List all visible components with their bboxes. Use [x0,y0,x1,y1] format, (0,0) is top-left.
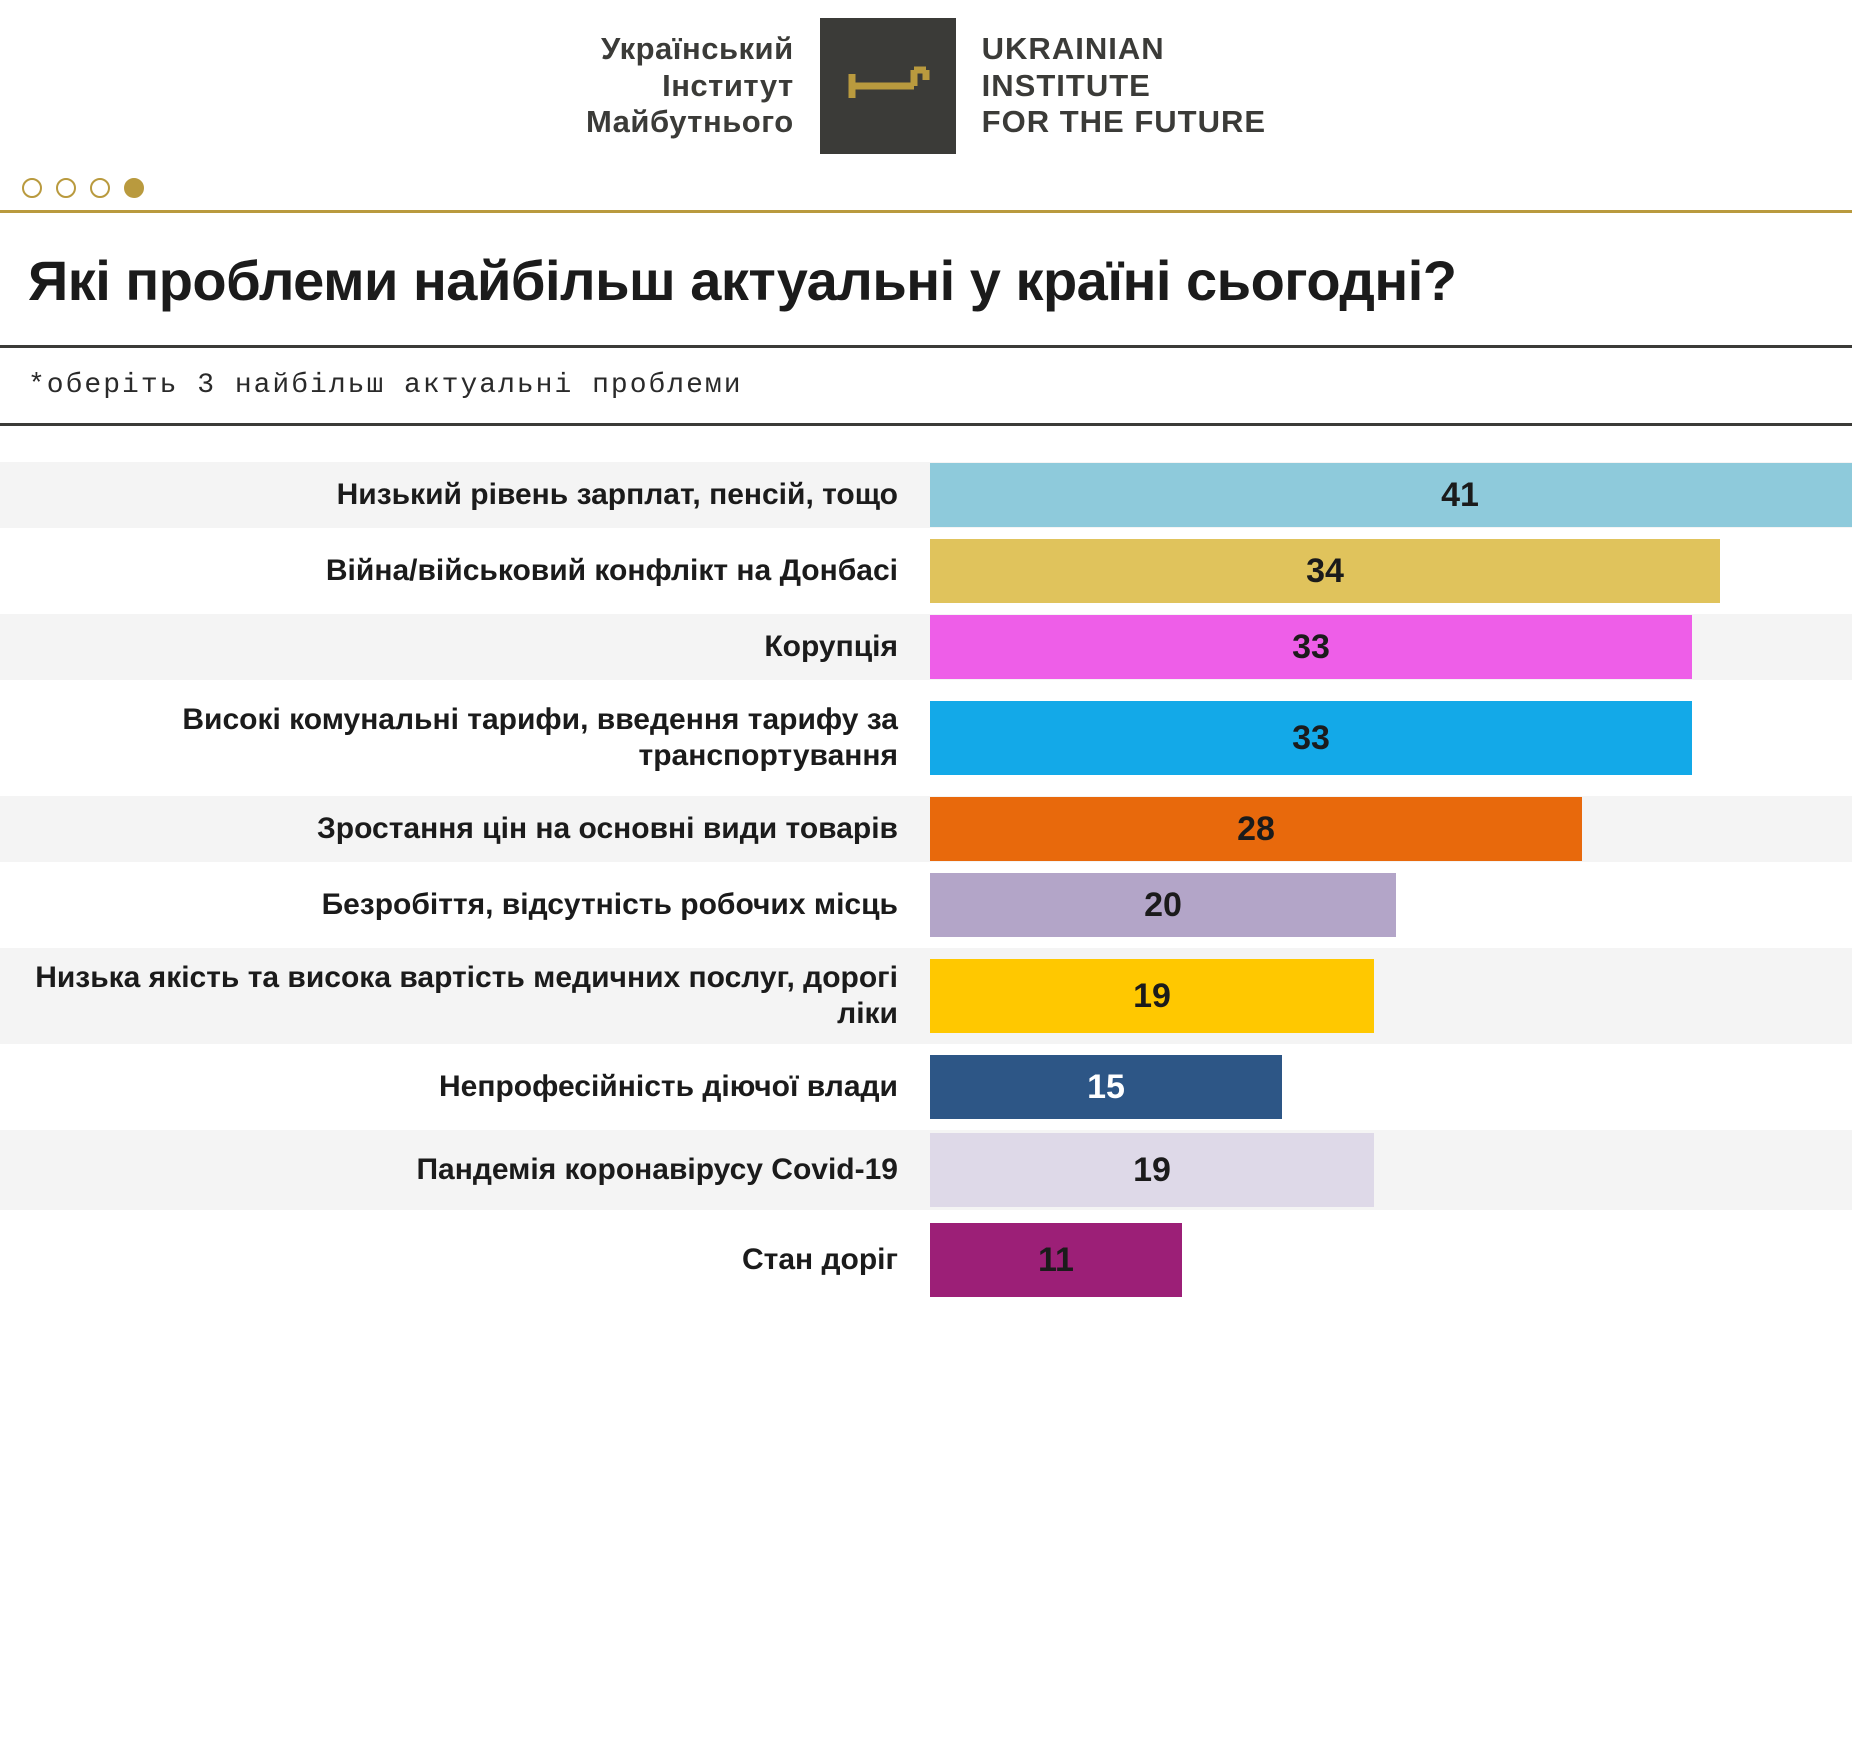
pagination-dot-4[interactable] [124,178,144,198]
bar-6 [930,959,1374,1033]
bar-track [930,1130,1852,1210]
logo-line-uk-2: Інститут [662,67,794,103]
bar-label: Безробіття, відсутність робочих місць [321,888,898,922]
bar-label: Високі комунальні тарифи, введення тарифу за транспортування [182,702,898,773]
table-row [0,538,1852,604]
logo-line-en-1: UKRAINIAN [981,31,1165,67]
bar-3 [930,701,1692,775]
table-row [0,872,1852,938]
bar-value: 19 [1133,1150,1171,1189]
pagination-dots [0,164,1852,210]
bar-label: Зростання цін на основні види товарів [316,812,898,846]
table-row [0,690,1852,786]
table-row [0,948,1852,1044]
table-row [0,1130,1852,1210]
bar-label: Стан доріг [741,1243,898,1277]
bar-track [930,462,1852,528]
pagination-dot-1[interactable] [22,178,42,198]
logo-line-uk-3: Майбутнього [585,104,794,140]
table-row [0,1054,1852,1120]
logo-line-uk-1: Український [600,31,794,67]
bar-track [930,796,1852,862]
bar-value: 33 [1292,718,1330,757]
bar-label: Корупція [764,630,898,664]
bar-8 [930,1133,1374,1207]
table-row [0,1220,1852,1300]
bar-7 [930,1055,1282,1119]
logo-line-en-2: INSTITUTE [981,67,1151,103]
page-title: Які проблеми найбільш актуальні у країні сьогодні? [28,249,1457,312]
bar-chart [0,426,1852,1300]
bar-value: 33 [1292,627,1330,666]
bar-track [930,948,1852,1044]
bar-4 [930,797,1582,861]
bar-label: Війна/військовий конфлікт на Донбасі [325,554,898,588]
logo-line-en-3: FOR THE FUTURE [981,104,1267,140]
bar-2 [930,615,1692,679]
bar-value: 34 [1306,551,1344,590]
logo-block [0,0,1852,164]
bar-track [930,614,1852,680]
bar-track [930,872,1852,938]
bar-label: Низька якість та висока вартість медичних послуг, дорогі ліки [35,960,898,1031]
bar-label: Низький рівень зарплат, пенсій, тощо [336,478,898,512]
bar-track [930,1220,1852,1300]
table-row [0,796,1852,862]
bar-value: 11 [1038,1240,1074,1279]
bar-1 [930,539,1720,603]
bar-track [930,690,1852,786]
bar-label: Непрофесійність діючої влади [439,1070,898,1104]
bar-value: 20 [1144,885,1182,924]
bar-label: Пандемія коронавірусу Covid-19 [416,1153,898,1187]
bar-5 [930,873,1396,937]
bar-track [930,538,1852,604]
pagination-dot-3[interactable] [90,178,110,198]
logo-text-ukrainian [586,31,820,141]
key-icon [820,18,956,154]
bar-track [930,1054,1852,1120]
bar-9 [930,1223,1182,1297]
bar-value: 19 [1133,976,1171,1015]
pagination-dot-2[interactable] [56,178,76,198]
table-row [0,462,1852,528]
bar-value: 15 [1087,1067,1125,1106]
bar-value: 41 [1441,475,1479,514]
bar-0 [930,463,1852,527]
chart-subtitle: *оберіть 3 найбільш актуальні проблеми [28,370,743,402]
bar-value: 28 [1237,809,1275,848]
logo-text-english [956,31,1266,141]
table-row [0,614,1852,680]
